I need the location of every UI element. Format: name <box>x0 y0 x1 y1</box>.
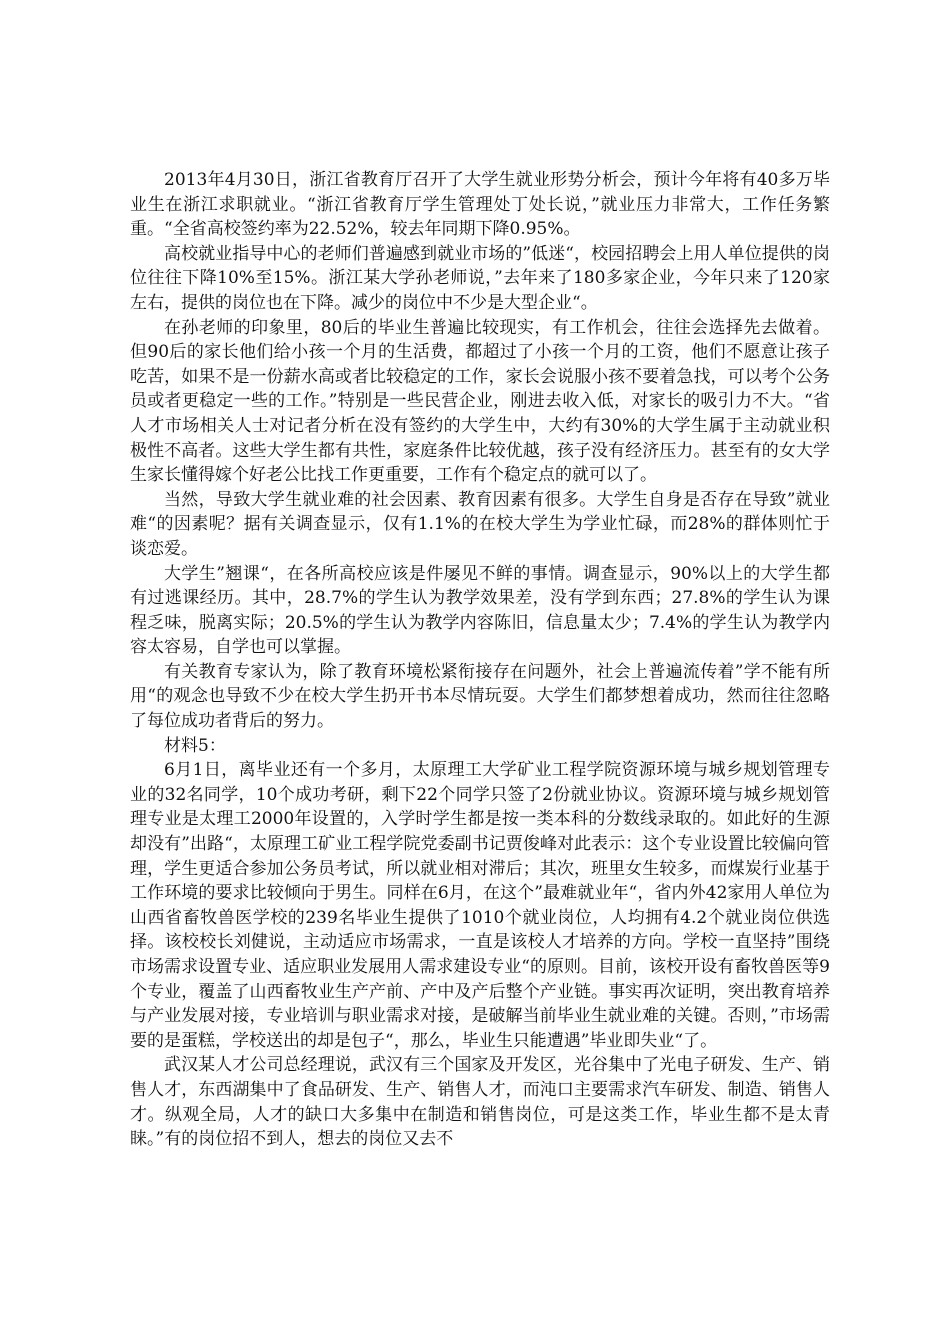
paragraph: 高校就业指导中心的老师们普遍感到就业市场的”低迷“，校园招聘会上用人单位提供的岗位往往下降10%至15%。浙江某大学孙老师说，”去年来了180多家企业，今年只来了120家左右，提供的岗位也在下降。减少的岗位中不少是大型企业“。 <box>130 243 830 313</box>
paragraph: 有关教育专家认为，除了教育环境松紧衔接存在问题外，社会上普遍流传着”学不能有所用“的观念也导致不少在校大学生扔开书本尽情玩耍。大学生们都梦想着成功，然而往往忽略了每位成功者背后的努力。 <box>130 661 830 732</box>
paragraph: 在孙老师的印象里，80后的毕业生普遍比较现实，有工作机会，往往会选择先去做着。但90后的家长他们给小孩一个月的生活费，都超过了小孩一个月的工资，他们不愿意让孩子吃苦，如果不是一份薪水高或者比较稳定的工作，家长会说服小孩不要着急找，可以考个公务员或者更稳定一些的工作。”特别是一些民营企业，刚进去收入低，对家长的吸引力不大。“省人才市场相关人士对记者分析在没有签约的大学生中，大约有30%的大学生属于主动就业积极性不高者。这些大学生都有共性，家庭条件比较优越，孩子没有经济压力。甚至有的女大学生家长懂得嫁个好老公比找工作更重要，工作有个稳定点的就可以了。 <box>130 317 830 486</box>
paragraph: 6月1日，离毕业还有一个多月，太原理工大学矿业工程学院资源环境与城乡规划管理专业的32名同学，10个成功考研，剩下22个同学只签了2份就业协议。资源环境与城乡规划管理专业是太理工2000年设置的，入学时学生都是按一类本科的分数线录取的。如此好的生源却没有”出路“，太原理工矿业工程学院党委副书记贾俊峰对此表示：这个专业设置比较偏向管理，学生更适合参加公务员考试，所以就业相对滞后；其次，班里女生较多，而煤炭行业基于工作环境的要求比较倾向于男生。同样在6月，在这个”最难就业年“，省内外42家用人单位为山西省畜牧兽医学校的239名毕业生提供了1010个就业岗位，人均拥有4.2个就业岗位供选择。该校校长刘健说，主动适应市场需求，一直是该校人才培养的方向。学校一直坚持”围绕市场需求设置专业、适应职业发展用人需求建设专业“的原则。目前，该校开设有畜牧兽医等9个专业，覆盖了山西畜牧业生产产前、产中及产后整个产业链。事实再次证明，突出教育培养与产业发展对接，专业培训与职业需求对接，是破解当前毕业生就业难的关键。否则，”市场需要的是蛋糕，学校送出的却是包子“，那么，毕业生只能遭遇”毕业即失业“了。 <box>130 760 830 1051</box>
document-body <box>130 168 830 1152</box>
paragraph: 当然，导致大学生就业难的社会因素、教育因素有很多。大学生自身是否存在导致”就业难“的因素呢？据有关调查显示，仅有1.1%的在校大学生为学业忙碌，而28%的群体则忙于谈恋爱。 <box>130 489 830 559</box>
paragraph: 大学生”翘课“，在各所高校应该是件屡见不鲜的事情。调查显示，90%以上的大学生都有过逃课经历。其中，28.7%的学生认为教学效果差，没有学到东西；27.8%的学生认为课程乏味，脱离实际；20.5%的学生认为教学内容陈旧，信息量太少；7.4%的学生认为教学内容太容易，自学也可以掌握。 <box>130 563 830 658</box>
paragraph: 武汉某人才公司总经理说，武汉有三个国家及开发区，光谷集中了光电子研发、生产、销售人才，东西湖集中了食品研发、生产、销售人才，而沌口主要需求汽车研发、制造、销售人才。纵观全局，人才的缺口大多集中在制造和销售岗位，可是这类工作，毕业生都不是太青睐。”有的岗位招不到人，想去的岗位又去不 <box>130 1055 830 1150</box>
paragraph: 2013年4月30日，浙江省教育厅召开了大学生就业形势分析会，预计今年将有40多万毕业生在浙江求职就业。“浙江省教育厅学生管理处丁处长说，”就业压力非常大，工作任务繁重。“全省高校签约率为22.52%，较去年同期下降0.95%。 <box>130 170 830 240</box>
section-label: 材料5： <box>164 735 226 756</box>
